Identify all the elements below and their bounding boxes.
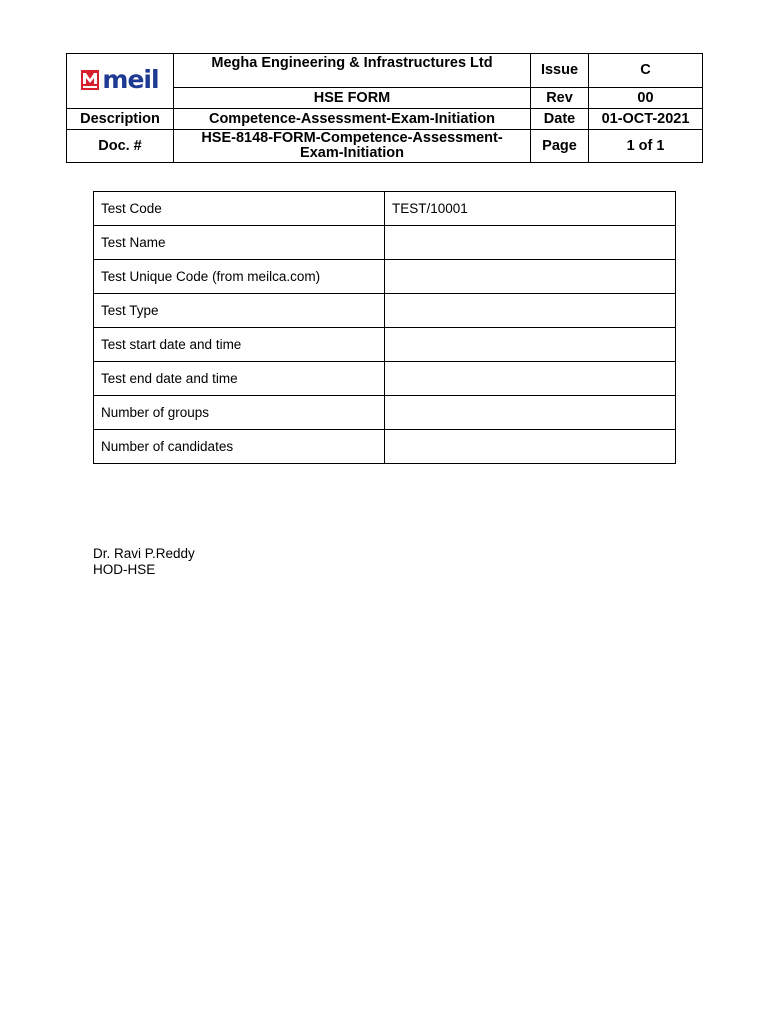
field-value [385, 396, 676, 430]
field-value [385, 362, 676, 396]
logo-cell [67, 54, 174, 109]
logo-wordmark: meil [102, 64, 159, 94]
doc-number-value [174, 130, 531, 163]
document-header [66, 53, 703, 163]
meil-logo [81, 64, 159, 94]
table-row [94, 362, 676, 396]
field-label: Number of candidates [94, 430, 385, 464]
page-value: 1 of 1 [589, 130, 703, 163]
description-value: Competence-Assessment-Exam-Initiation [174, 109, 531, 130]
field-value [385, 260, 676, 294]
meil-logo-icon [81, 70, 99, 90]
test-details-table [93, 191, 676, 464]
field-label: Number of groups [94, 396, 385, 430]
table-row [94, 260, 676, 294]
doc-number-label: Doc. # [67, 130, 174, 163]
rev-label: Rev [531, 88, 589, 109]
field-label: Test Code [94, 192, 385, 226]
rev-value: 00 [589, 88, 703, 109]
field-label: Test Type [94, 294, 385, 328]
signatory-name: Dr. Ravi P.Reddy [93, 546, 195, 561]
description-label: Description [67, 109, 174, 130]
table-row [94, 430, 676, 464]
field-value [385, 294, 676, 328]
field-value [385, 430, 676, 464]
date-value: 01-OCT-2021 [589, 109, 703, 130]
table-row [94, 226, 676, 260]
issue-value: C [589, 54, 703, 88]
table-row [94, 396, 676, 430]
signature-block [93, 546, 195, 578]
page-label: Page [531, 130, 589, 163]
doc-number-line-2: Exam-Initiation [300, 145, 404, 161]
date-label: Date [531, 109, 589, 130]
field-value [385, 226, 676, 260]
field-value [385, 328, 676, 362]
doc-number-line-1: HSE-8148-FORM-Competence-Assessment- [201, 130, 503, 146]
table-row [94, 192, 676, 226]
table-row [94, 328, 676, 362]
company-name: Megha Engineering & Infrastructures Ltd [174, 54, 531, 88]
form-title: HSE FORM [174, 88, 531, 109]
table-row [94, 294, 676, 328]
field-label: Test start date and time [94, 328, 385, 362]
field-label: Test Unique Code (from meilca.com) [94, 260, 385, 294]
field-label: Test Name [94, 226, 385, 260]
signatory-title: HOD-HSE [93, 562, 156, 577]
field-value: TEST/10001 [385, 192, 676, 226]
issue-label: Issue [531, 54, 589, 88]
field-label: Test end date and time [94, 362, 385, 396]
